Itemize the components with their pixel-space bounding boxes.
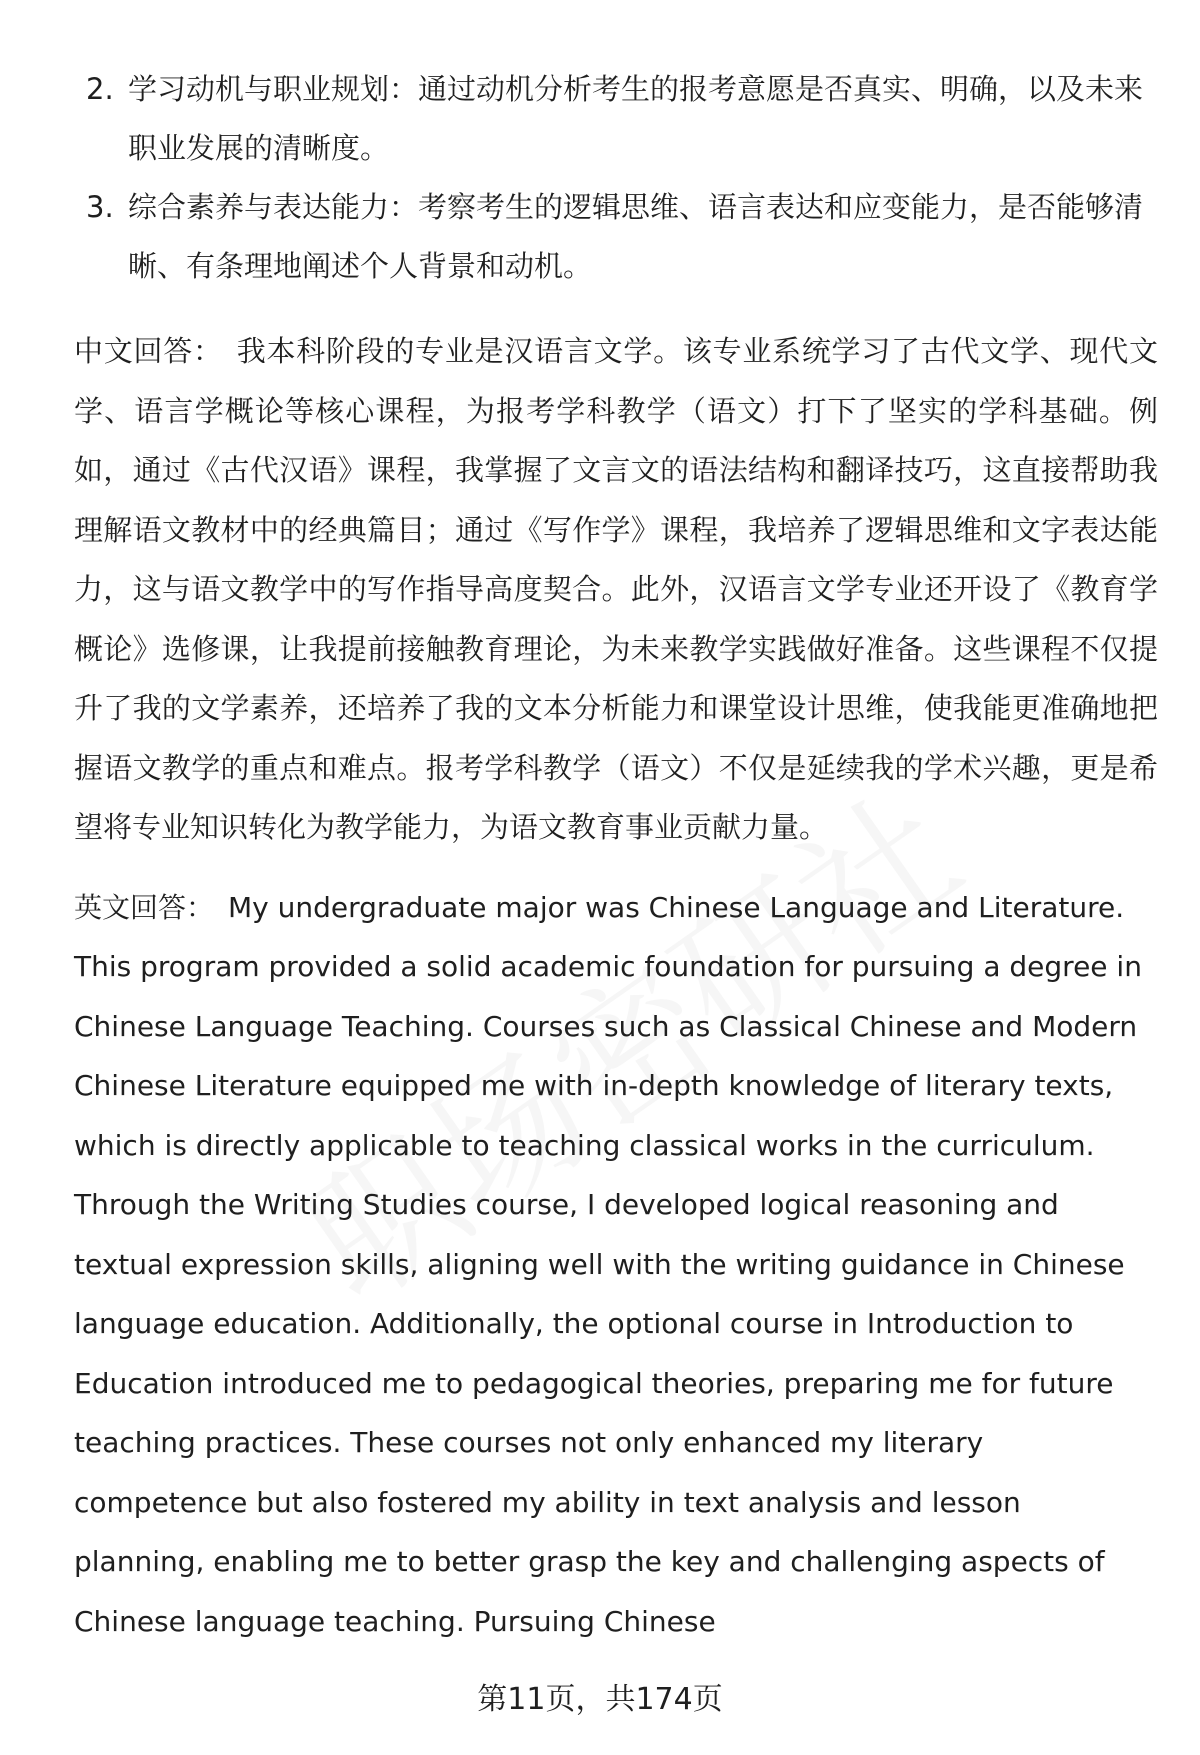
document-body: [74, 60, 1158, 1651]
page-number: 第11页，共174页: [477, 1682, 723, 1717]
list-item-text: 学习动机与职业规划：通过动机分析考生的报考意愿是否真实、明确，以及未来职业发展的清晰度。: [128, 72, 1144, 165]
list-item-number: 2.: [86, 72, 114, 106]
english-answer-label: 英文回答：: [74, 890, 215, 924]
chinese-answer-text: 我本科阶段的专业是汉语言文学。该专业系统学习了古代文学、现代文学、语言学概论等核心课程，为报考学科教学（语文）打下了坚实的学科基础。例如，通过《古代汉语》课程，我掌握了文言文的语法结构和翻译技巧，这直接帮助我理解语文教材中的经典篇目；通过《写作学》课程，我培养了逻辑思维和文字表达能力，这与语文教学中的写作指导高度契合。此外，汉语言文学专业还开设了《教育学概论》选修课，让我提前接触教育理论，为未来教学实践做好准备。这些课程不仅提升了我的文学素养，还培养了我的文本分析能力和课堂设计思维，使我能更准确地把握语文教学的重点和难点。报考学科教学（语文）不仅是延续我的学术兴趣，更是希望将专业知识转化为教学能力，为语文教育事业贡献力量。: [74, 334, 1158, 844]
chinese-answer-label: 中文回答：: [74, 334, 223, 368]
list-item: [74, 178, 1158, 296]
list-item-number: 3.: [86, 190, 114, 224]
english-answer-text: My undergraduate major was Chinese Language and Literature. This program provided a solid academic foundation for pursuing a degree in Chinese Language Teaching. Courses such as Classical Chinese and Modern Chinese Literature equipped me with in-depth knowledge of literary texts, which is directly applicable to teaching classical works in the curriculum. Through the Writing Studies course, I developed logical reasoning and textual expression skills, aligning well with the writing guidance in Chinese language education. Additionally, the optional course in Introduction to Education introduced me to pedagogical theories, preparing me for future teaching practices. These courses not only enhanced my literary competence but also fostered my ability in text analysis and lesson planning, enabling me to better grasp the key and challenging aspects of Chinese language teaching. Pursuing Chinese: [74, 890, 1142, 1638]
english-answer: [74, 878, 1158, 1652]
chinese-answer: [74, 322, 1158, 858]
criteria-list: [74, 60, 1158, 296]
list-item: [74, 60, 1158, 178]
list-item-text: 综合素养与表达能力：考察考生的逻辑思维、语言表达和应变能力，是否能够清晰、有条理地阐述个人背景和动机。: [128, 190, 1144, 283]
